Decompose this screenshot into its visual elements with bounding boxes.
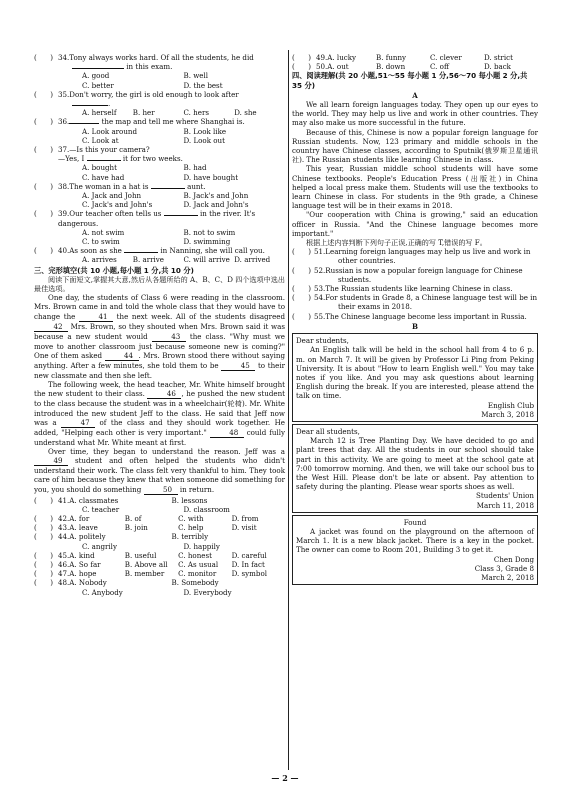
option-b: B. arrive xyxy=(132,255,164,265)
question-number: 38. xyxy=(58,181,70,191)
option-c: C. to swim xyxy=(82,237,120,247)
question-number: 52. xyxy=(314,265,326,275)
passage-text: to their new classmate and then she left. xyxy=(34,360,285,380)
question-number: 36. xyxy=(58,117,70,127)
tf-question-54: ( ) 54.For students in Grade 8, a Chinese language test will be in their exams in 2018. xyxy=(292,293,538,312)
tf-question-51: ( ) 51.Learning foreign languages may help us live and work in other countries. xyxy=(292,247,531,266)
passage-text: Mrs. Brown, so they shouted when Mrs. Brown said it was because a new student would xyxy=(34,321,285,341)
section-3-instructions: 阅读下面短文,掌握其大意,然后从各题所给的 A、B、C、D 四个选项中选出最佳选项。 xyxy=(34,274,285,294)
option-a: A. not swim xyxy=(82,227,125,237)
blank-46: 46 xyxy=(147,390,181,399)
question-48: ( ) 48.A. Nobody B. Somebody C. Anybody D. Everybody xyxy=(34,578,285,596)
option-a: A. Jack and John xyxy=(82,191,142,201)
notice-date: March 11, 2018 xyxy=(476,500,534,510)
options xyxy=(34,71,285,89)
blank-44: 44 xyxy=(105,352,139,361)
question-39: ( ) 39.Our teacher often tells us in the river. It's dangerous. A. not swim B. not to swim C. to swim D. swimming xyxy=(34,209,285,246)
passage-text: the class. "Why must we move to another classroom just because someone new is coming?" One of them asked xyxy=(34,331,285,360)
option-d: D. Look out xyxy=(183,135,225,145)
option-b: B. terribly xyxy=(171,532,209,542)
answer-blank xyxy=(164,215,198,216)
option-a: A. out xyxy=(327,62,349,72)
question-number: 44. xyxy=(58,532,70,542)
option-c: C. off xyxy=(430,62,449,72)
blank-45: 45 xyxy=(221,362,255,371)
question-50: ( ) 50.A. out B. down C. off D. back xyxy=(292,62,538,71)
question-35: ( ) 35.Don't worry, the girl is old enough to look after . A. herself B. her C. hers D. she xyxy=(34,90,285,118)
blank-47: 47 xyxy=(61,419,95,428)
options xyxy=(34,228,285,246)
question-number: 48. xyxy=(58,578,70,588)
question-text: in this exam. xyxy=(126,62,173,72)
question-38: ( ) 38.The woman in a hat is aunt. A. Jack and John B. Jack's and John C. Jack's and John's D. Jack and John's xyxy=(34,182,285,210)
option-a: A. for xyxy=(69,513,90,523)
passage-text: student and often helped the students who didn't understand their work. The class felt very thankful to him. They took care of him because they knew that when someone did something for you, you should do something xyxy=(34,456,285,494)
option-d: D. arrived xyxy=(234,255,271,265)
question-number: 37. xyxy=(58,145,70,155)
option-a: A. leave xyxy=(69,523,98,533)
option-a: A. hope xyxy=(69,569,97,579)
option-b: B. Look like xyxy=(183,126,227,136)
question-42: ( ) 42.A. for B. of C. with D. from xyxy=(34,514,285,523)
notice-body: A jacket was found on the playground on the afternoon of March 1. It is a new black jacket. There is a key in the pocket. The owner can come to Room 201, Building 3 to get it. xyxy=(296,526,534,555)
passage-a-paragraph: Because of this, Chinese is now a popular foreign language for Russian students. Now, 123 primary and middle schools in the country have Chinese classes, according to Sputnik(俄罗斯卫星通讯社). The Russian students like learning Chinese in class. xyxy=(292,127,538,165)
notice-tree-planting xyxy=(292,424,538,513)
option-b: B. Above all xyxy=(124,559,168,569)
tf-question-53: ( ) 53.The Russian students like learning Chinese in class. xyxy=(292,284,513,294)
passage-text: . Mrs. Brown stood there without saying anything. After a few minutes, she told them to be xyxy=(34,350,285,370)
options xyxy=(34,108,285,117)
question-text: The woman in a hat is xyxy=(69,181,149,191)
option-a: A. herself xyxy=(82,108,117,118)
notice-signature: Chen Dong xyxy=(493,554,534,564)
options xyxy=(34,255,285,264)
question-36: ( ) 36. the map and tell me where Shanghai is. A. Look around B. Look like C. Look at D. Look out xyxy=(34,117,285,145)
question-text: —Yes, I xyxy=(58,154,85,164)
notice-found xyxy=(292,515,538,585)
notice-signature: English Club xyxy=(487,400,534,410)
passage-text: The following week, the head teacher, Mr. White himself brought the new student to their class. xyxy=(34,380,285,399)
option-d: D. she xyxy=(234,108,257,118)
passage-text: , he pushed the new student to the class because the student was in a wheelchair(轮椅). Mr. White introduced the new student Jeff to the class. He said that Jeff now was a xyxy=(34,389,285,427)
passage-text: Over time, they began to understand the reason. Jeff was a xyxy=(48,446,285,456)
option-d: D. visit xyxy=(231,523,257,533)
notice-body: March 12 is Tree Planting Day. We have decided to go and plant trees that day. All the students in our school should take part in this activity. We are going to meet at the school gate at 7:00 tomorrow morning. And then, we will take our school bus to the West Hill. Please don't be late or absent. Pay attention to safety during the planting. Please wear sports shoes as well. xyxy=(296,436,534,492)
option-d: D. In fact xyxy=(231,559,265,569)
question-number: 50. xyxy=(316,62,328,72)
passage-a-paragraph: This year, Russian middle school students will have some Chinese textbooks. People's Education Press (出版社) in China helped a local press make them. Students will use the textbooks to learn Chinese in class. For students in the 9th grade, a Chinese language test will be in their exams in 2018. xyxy=(292,164,538,211)
question-number: 39. xyxy=(58,209,70,219)
blank-41: 41 xyxy=(79,313,113,322)
options xyxy=(34,163,285,181)
answer-blank xyxy=(69,123,99,124)
cloze-paragraph-2 xyxy=(34,380,285,447)
question-text: As soon as she xyxy=(69,246,122,256)
question-text: —Is this your camera? xyxy=(69,145,150,155)
option-a: A. Nobody xyxy=(69,578,107,588)
question-text: Tony always works hard. Of all the students, he did xyxy=(69,53,254,62)
option-c: C. clever xyxy=(430,53,462,62)
option-a: A. bought xyxy=(82,163,117,173)
option-c: C. better xyxy=(82,80,114,90)
option-d: D. symbol xyxy=(231,569,267,579)
question-37: ( ) 37.—Is this your camera? —Yes, I it for two weeks. A. bought B. had C. have had D. have bought xyxy=(34,145,285,182)
question-text: The Russian students like learning Chinese in class. xyxy=(325,284,513,294)
left-column xyxy=(34,53,285,597)
option-c: C. will arrive xyxy=(183,255,230,265)
passage-text: the next week. All of the students disagreed xyxy=(116,311,286,321)
question-number: 53. xyxy=(314,284,326,294)
option-c: C. have had xyxy=(82,172,125,182)
question-49: ( ) 49.A. lucky B. funny C. clever D. strict xyxy=(292,53,538,62)
question-number: 41. xyxy=(58,495,70,505)
blank-43: 43 xyxy=(152,333,186,342)
answer-blank xyxy=(124,252,158,253)
option-c: C. Anybody xyxy=(82,587,123,597)
passage-text: One day, the students of Class 6 were reading in the classroom. Mrs. Brown came in and told the whole class that they would have to change the xyxy=(34,293,285,321)
question-number: 34. xyxy=(58,53,70,62)
question-34: ( ) 34.Tony always works hard. Of all the students, he did in this exam. A. good B. well C. better D. the best xyxy=(34,53,285,90)
cloze-paragraph-3 xyxy=(34,447,285,495)
passage-a-label: A xyxy=(412,90,418,100)
question-text: Russian is now a popular foreign language for Chinese students. xyxy=(325,265,523,284)
answer-blank xyxy=(72,105,108,106)
question-number: 40. xyxy=(58,246,70,256)
option-c: C. help xyxy=(178,523,204,533)
answer-blank xyxy=(72,68,124,69)
option-c: C. Jack's and John's xyxy=(82,200,153,210)
option-a: A. kind xyxy=(69,550,95,560)
question-44: ( ) 44.A. politely B. terribly C. angrily D. happily xyxy=(34,532,285,550)
options xyxy=(34,127,285,145)
question-number: 45. xyxy=(58,550,70,560)
question-43: ( ) 43.A. leave B. join C. help D. visit xyxy=(34,523,285,532)
option-b: B. her xyxy=(132,108,155,118)
passage-text: of the class and they should work together. He added, "Helping each other is very important." xyxy=(34,417,285,437)
option-c: C. As usual xyxy=(178,559,219,569)
option-c: C. monitor xyxy=(178,569,217,579)
question-text: Learning foreign languages may help us live and work in other countries. xyxy=(325,247,531,266)
question-text: Don't worry, the girl is old enough to look after xyxy=(69,89,239,99)
question-text: aunt. xyxy=(187,181,206,191)
question-number: 42. xyxy=(58,513,70,523)
option-c: C. Look at xyxy=(82,135,119,145)
question-text: it for two weeks. xyxy=(122,154,183,164)
option-b: B. useful xyxy=(124,550,157,560)
option-c: C. hers xyxy=(183,108,209,118)
question-47: ( ) 47.A. hope B. member C. monitor D. symbol xyxy=(34,569,285,578)
options xyxy=(34,542,285,551)
option-d: D. careful xyxy=(231,550,267,560)
option-a: A. good xyxy=(82,71,110,81)
option-d: D. Jack and John's xyxy=(183,200,249,210)
option-a: A. So far xyxy=(69,559,101,569)
question-number: 49. xyxy=(316,53,328,62)
option-c: C. with xyxy=(178,513,204,523)
option-a: A. lucky xyxy=(327,53,357,62)
question-45: ( ) 45.A. kind B. useful C. honest D. careful xyxy=(34,551,285,560)
notice-english-talk xyxy=(292,333,538,422)
question-text: in Nanning, she will call you. xyxy=(160,246,265,256)
question-number: 51. xyxy=(314,247,326,257)
question-number: 46. xyxy=(58,559,70,569)
option-b: B. Jack's and John xyxy=(183,191,249,201)
notice-date: March 3, 2018 xyxy=(481,409,534,419)
option-b: B. of xyxy=(124,513,142,523)
notice-class: Class 3, Grade 8 xyxy=(474,563,534,573)
blank-42: 42 xyxy=(34,323,68,332)
notice-signature: Students' Union xyxy=(476,491,534,501)
option-b: B. not to swim xyxy=(183,227,236,237)
option-b: B. well xyxy=(183,71,209,81)
notice-title: Found xyxy=(403,517,427,527)
notice-greeting: Dear all students, xyxy=(296,426,360,436)
option-a: A. Look around xyxy=(82,126,138,136)
option-d: D. have bought xyxy=(183,172,239,182)
option-d: D. from xyxy=(231,513,259,523)
passage-a-paragraph: "Our cooperation with China is growing," said an education officer in Russia. "And the Chinese language becomes more important." xyxy=(292,210,538,238)
option-b: B. member xyxy=(124,569,165,579)
option-c: C. teacher xyxy=(82,504,120,514)
option-b: B. Somebody xyxy=(171,578,219,588)
notice-body: An English talk will be held in the school hall from 4 to 6 p. m. on March 7. It will be given by Professor Li Ping from Peking University. It is about "How to learn English well." You may take notes if you like. And you may ask questions about learning English during the break. If you are interested, please attend the talk on time. xyxy=(296,345,534,401)
question-number: 35. xyxy=(58,89,70,99)
passage-b-label: B xyxy=(412,321,418,331)
option-c: C. honest xyxy=(178,550,212,560)
passage-text: could fully understand what Mr. White meant at first. xyxy=(34,427,285,447)
option-d: D. classroom xyxy=(183,504,230,514)
cloze-paragraph-1 xyxy=(34,293,285,380)
question-text: the map and tell me where Shanghai is. xyxy=(101,117,245,127)
question-number: 54. xyxy=(314,293,326,303)
option-d: D. strict xyxy=(484,53,513,62)
answer-blank xyxy=(151,188,185,189)
option-b: B. funny xyxy=(376,53,407,62)
column-divider xyxy=(288,50,289,770)
option-d: D. Everybody xyxy=(183,587,232,597)
option-d: D. the best xyxy=(183,80,223,90)
options xyxy=(34,588,285,597)
passage-text: in return. xyxy=(179,484,215,494)
notice-date: March 2, 2018 xyxy=(481,572,534,582)
tf-instructions: 根据上述内容判断下列句子正误,正确的写 T,错误的写 F。 xyxy=(306,238,487,248)
option-d: D. back xyxy=(484,62,511,72)
option-c: C. angrily xyxy=(82,541,117,551)
question-text: in the river. It's dangerous. xyxy=(58,209,256,228)
section-3-title: 三、完形填空(共 10 小题,每小题 1 分,共 10 分) xyxy=(34,265,194,275)
option-b: B. had xyxy=(183,163,207,173)
option-b: B. lessons xyxy=(171,495,208,505)
question-text: For students in Grade 8, a Chinese language test will be in their exams in 2018. xyxy=(325,293,538,312)
options xyxy=(34,191,285,209)
options xyxy=(34,505,285,514)
option-a: A. arrives xyxy=(82,255,117,265)
section-4-title: 四、阅读理解(共 20 小题,51～55 每小题 1 分,56～70 每小题 2 分,共 35 分) xyxy=(292,71,528,90)
question-46: ( ) 46.A. So far B. Above all C. As usual D. In fact xyxy=(34,560,285,569)
question-40: ( ) 40.As soon as she in Nanning, she will call you. A. arrives B. arrive C. will arrive D. arrived xyxy=(34,246,285,264)
right-column xyxy=(292,53,538,585)
option-a: A. classmates xyxy=(69,495,119,505)
option-d: D. swimming xyxy=(183,237,231,247)
blank-50: 50 xyxy=(144,486,178,495)
question-number: 43. xyxy=(58,523,70,533)
option-a: A. politely xyxy=(69,532,106,542)
tf-question-55: ( ) 55.The Chinese language become less important in Russia. xyxy=(292,311,527,321)
question-text: Our teacher often tells us xyxy=(69,209,162,219)
option-b: B. down xyxy=(376,62,406,72)
option-d: D. happily xyxy=(183,541,220,551)
blank-48: 48 xyxy=(210,429,244,438)
passage-a-paragraph: We all learn foreign languages today. They open up our eyes to the world. They may help us live and work in other countries. They may also make us more successful in the future. xyxy=(292,100,538,128)
question-number: 55. xyxy=(314,311,326,321)
question-41: ( ) 41.A. classmates B. lessons C. teacher D. classroom xyxy=(34,496,285,514)
option-b: B. join xyxy=(124,523,148,533)
blank-49: 49 xyxy=(34,457,68,466)
page-number: — 2 — xyxy=(271,773,299,783)
question-text: The Chinese language become less important in Russia. xyxy=(325,311,527,321)
answer-blank xyxy=(87,160,121,161)
question-number: 47. xyxy=(58,569,70,579)
tf-question-52: ( ) 52.Russian is now a popular foreign language for Chinese students. xyxy=(292,265,523,284)
notice-greeting: Dear students, xyxy=(296,336,349,346)
